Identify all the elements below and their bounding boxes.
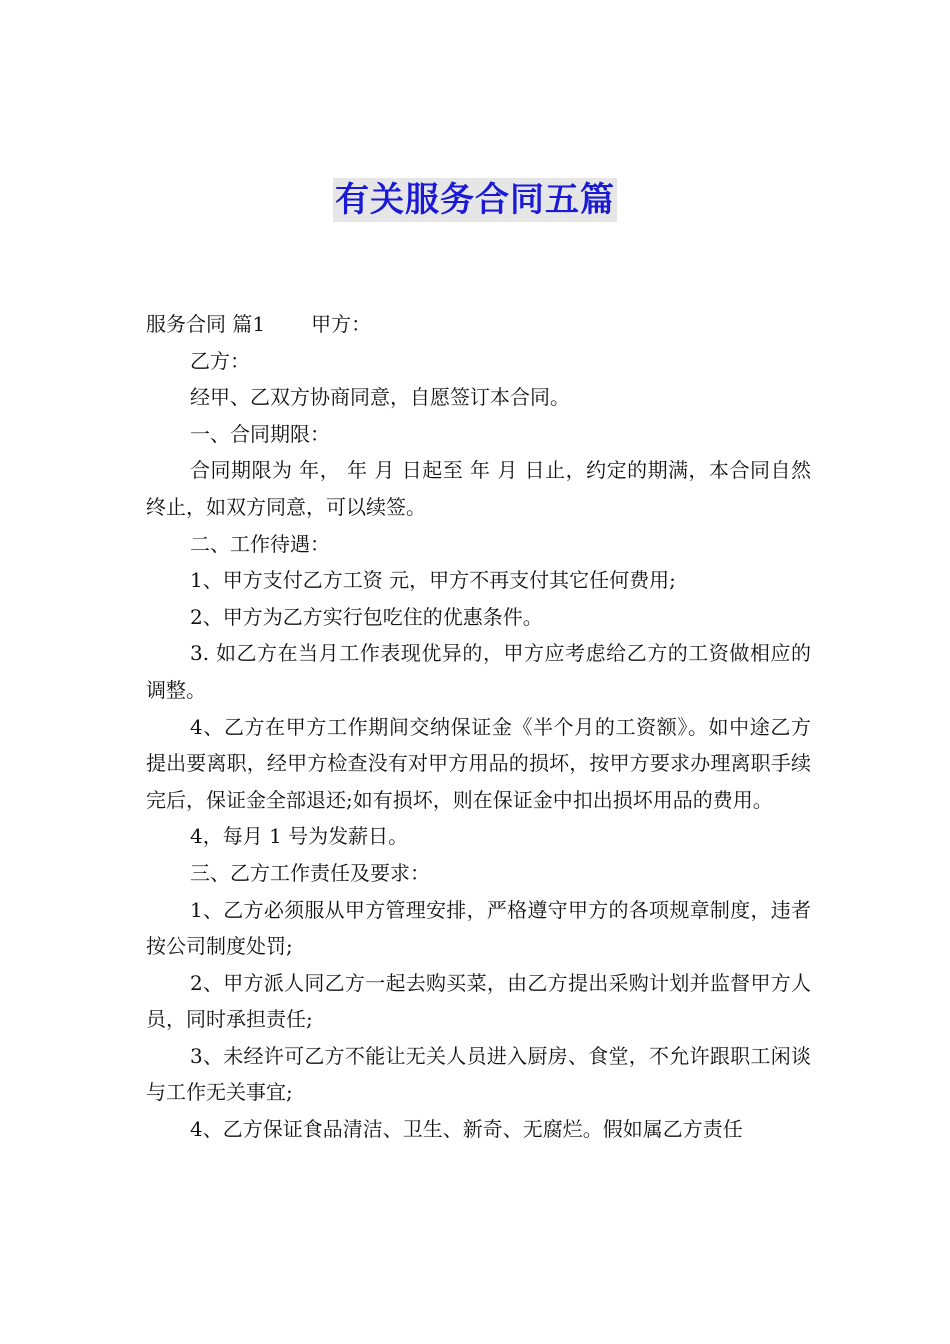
paragraph: 2、甲方为乙方实行包吃住的优惠条件。 [190,604,543,629]
paragraph: 4、乙方保证食品清洁、卫生、新奇、无腐烂。假如属乙方责任 [190,1117,743,1142]
paragraph: 经甲、乙双方协商同意，自愿签订本合同。 [190,385,570,410]
paragraph: 三、乙方工作责任及要求： [190,860,430,885]
paragraph: 3. 如乙方在当月工作表现优异的，甲方应考虑给乙方的工资做相应的调整。 [146,641,811,702]
document-title: 有关服务合同五篇 [335,180,615,220]
paragraph: 乙方： [190,348,250,373]
party-a-label: 甲方： [311,312,372,336]
paragraph: 一、合同期限： [190,421,330,446]
paragraph: 4，每月 1 号为发薪日。 [190,824,409,849]
section-heading: 服务合同 篇1 [146,312,266,336]
paragraph: 3、未经许可乙方不能让无关人员进入厨房、食堂，不允许跟职工闲谈与工作无关事宜; [146,1043,811,1105]
document-body [146,306,811,1148]
paragraph: 4、乙方在甲方工作期间交纳保证金《半个月的工资额》。如中途乙方提出要离职，经甲方检查没有对甲方用品的损坏，按甲方要求办理离职手续完后，保证金全部退还;如有损坏，则在保证金中扣出损坏用品的费用。 [146,714,811,812]
paragraph: 1、甲方支付乙方工资 元，甲方不再支付其它任何费用; [190,568,676,593]
title-container [0,178,950,222]
paragraph: 合同期限为 年， 年 月 日起至 年 月 日止，约定的期满，本合同自然终止，如双方同意，可以续签。 [146,458,811,519]
paragraph: 2、甲方派人同乙方一起去购买菜，由乙方提出采购计划并监督甲方人员，同时承担责任; [146,970,811,1032]
paragraph: 1、乙方必须服从甲方管理安排，严格遵守甲方的各项规章制度，违者按公司制度处罚; [146,897,811,959]
section-heading-line [146,306,811,343]
paragraph: 二、工作待遇： [190,531,330,556]
